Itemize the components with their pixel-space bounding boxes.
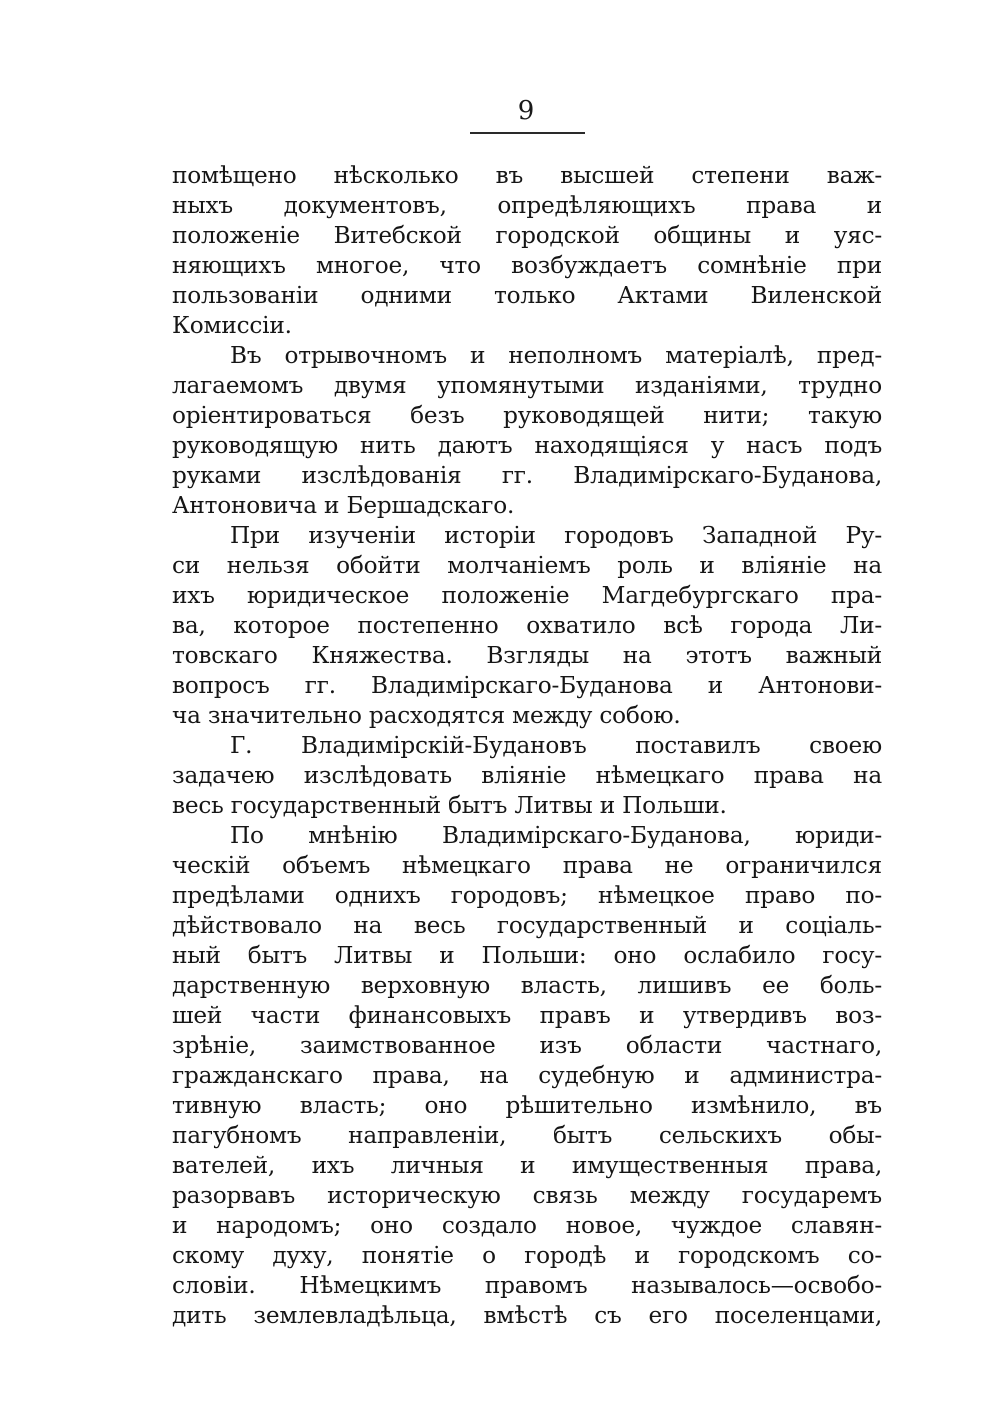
text-line: оріентироваться безъ руководящей нити; такую — [172, 402, 882, 429]
text-line: тивную власть; оно рѣшительно измѣнило, въ — [172, 1092, 882, 1119]
text-line: положеніе Витебской городской общины и уяс- — [172, 222, 882, 249]
text-line: словіи. Нѣмецкимъ правомъ называлось—освобо- — [172, 1272, 882, 1299]
text-line: ихъ юридическое положеніе Магдебургскаго пра- — [172, 582, 882, 609]
text-line: лагаемомъ двумя упомянутыми изданіями, трудно — [172, 372, 882, 399]
text-line: По мнѣнію Владимірскаго-Буданова, юриди- — [230, 822, 882, 849]
body-text — [172, 161, 882, 1331]
text-line: гражданскаго права, на судебную и администра- — [172, 1062, 882, 1089]
header-rule — [470, 132, 585, 134]
text-line: помѣщено нѣсколько въ высшей степени важ- — [172, 162, 882, 189]
text-line: руководящую нить даютъ находящіяся у насъ подъ — [172, 432, 882, 459]
text-line: задачею изслѣдовать вліяніе нѣмецкаго права на — [172, 762, 882, 789]
text-line: При изученіи исторіи городовъ Западной Ру- — [230, 522, 882, 549]
text-line: предѣлами однихъ городовъ; нѣмецкое право по- — [172, 882, 882, 909]
text-line: руками изслѣдованія гг. Владимірскаго-Буданова, — [172, 462, 882, 489]
text-line: скому духу, понятіе о городѣ и городскомъ со- — [172, 1242, 882, 1269]
text-line: си нельзя обойти молчаніемъ роль и вліяніе на — [172, 552, 882, 579]
text-line: пользованіи одними только Актами Виленской — [172, 282, 882, 309]
text-line: ныхъ документовъ, опредѣляющихъ права и — [172, 192, 882, 219]
text-line: вателей, ихъ личныя и имущественныя права, — [172, 1152, 882, 1179]
text-line: ный бытъ Литвы и Польши: оно ослабило госу- — [172, 942, 882, 969]
text-line: дарственную верховную власть, лишивъ ее боль- — [172, 972, 882, 999]
text-line: ческій объемъ нѣмецкаго права не ограничился — [172, 852, 882, 879]
text-line: няющихъ многое, что возбуждаетъ сомнѣніе при — [172, 252, 882, 279]
text-line: весь государственный бытъ Литвы и Польши. — [172, 792, 727, 819]
text-line: дѣйствовало на весь государственный и соціаль- — [172, 912, 882, 939]
text-line: Г. Владимірскій-Будановъ поставилъ своею — [230, 732, 882, 759]
text-line: Въ отрывочномъ и неполномъ матеріалѣ, пред- — [230, 342, 882, 369]
text-line: разорвавъ историческую связь между государемъ — [172, 1182, 882, 1209]
text-line: ва, которое постепенно охватило всѣ города Ли- — [172, 612, 882, 639]
text-line: вопросъ гг. Владимірскаго-Буданова и Антонови- — [172, 672, 882, 699]
text-line: пагубномъ направленіи, бытъ сельскихъ обы- — [172, 1122, 882, 1149]
text-line: ча значительно расходятся между собою. — [172, 702, 681, 729]
text-line: дить землевладѣльца, вмѣстѣ съ его поселенцами, — [172, 1302, 882, 1329]
text-line: зрѣніе, заимствованное изъ области частнаго, — [172, 1032, 882, 1059]
text-line: шей части финансовыхъ правъ и утвердивъ воз- — [172, 1002, 882, 1029]
text-line: Антоновича и Бершадскаго. — [172, 492, 515, 519]
page-number: 9 — [517, 96, 535, 126]
text-line: Комиссіи. — [172, 312, 292, 339]
text-line: и народомъ; оно создало новое, чуждое славян- — [172, 1212, 882, 1239]
text-line: товскаго Княжества. Взгляды на этотъ важный — [172, 642, 882, 669]
